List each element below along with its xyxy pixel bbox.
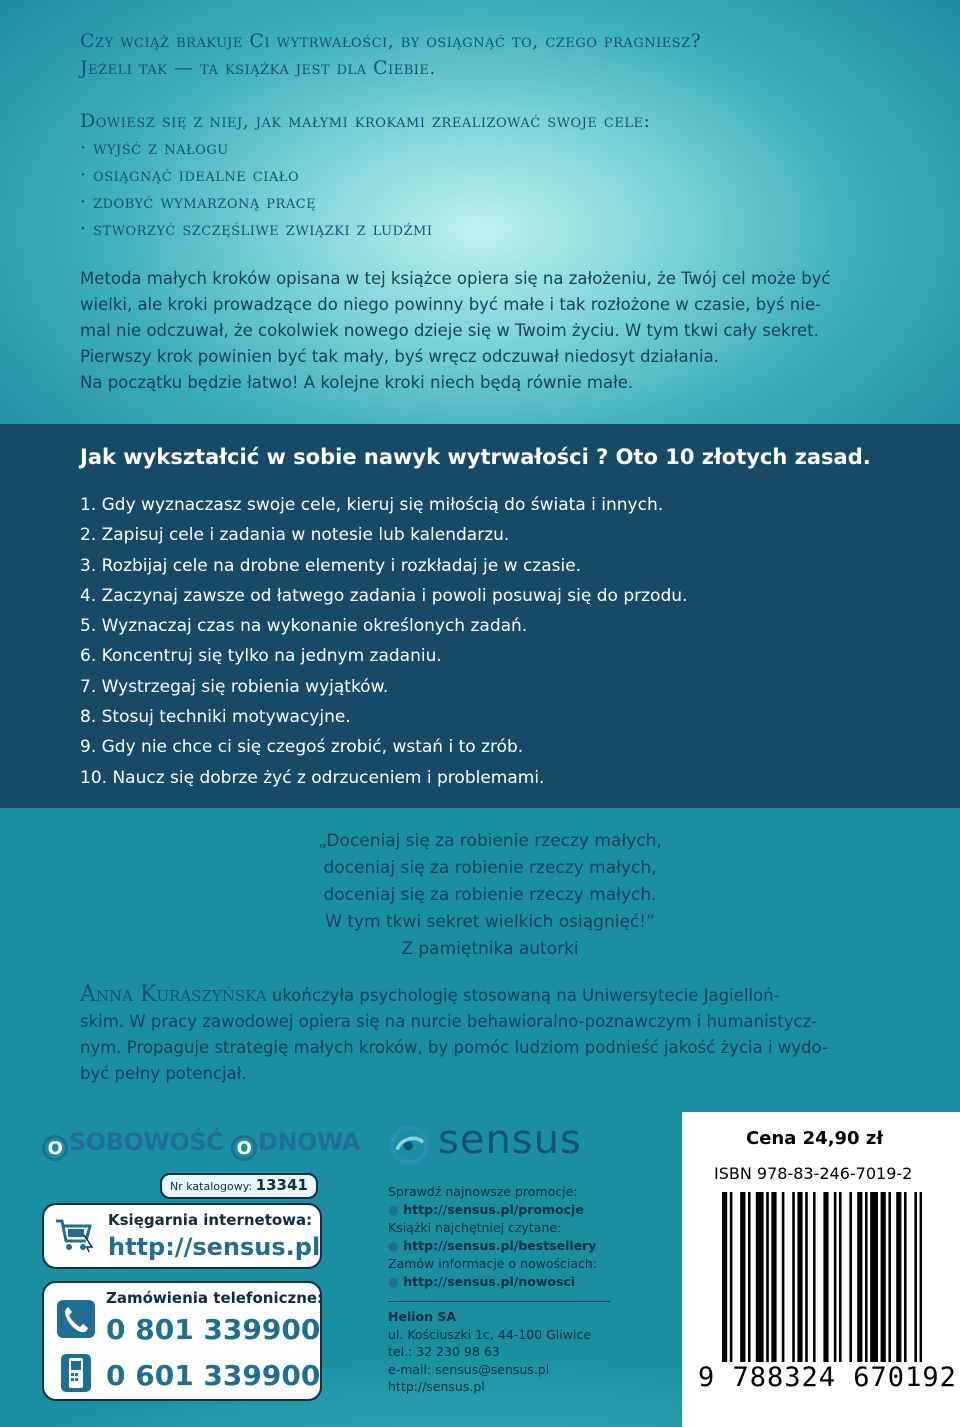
quote-line: doceniaj się za robienie rzeczy małych, xyxy=(323,858,657,878)
barcode-bar xyxy=(904,1192,907,1390)
barcode-bar xyxy=(896,1192,901,1390)
barcode-bar xyxy=(888,1192,891,1390)
rule-item: 10. Naucz się dobrze żyć z odrzuceniem i problemami. xyxy=(80,767,545,788)
promo-label: Sprawdź najnowsze promocje: xyxy=(388,1184,578,1199)
publisher-address: ul. Kościuszki 1c, 44-100 Gliwice xyxy=(388,1326,592,1342)
barcode-bar xyxy=(857,1192,862,1390)
barcode-bar xyxy=(766,1192,769,1390)
barcode-image xyxy=(722,1192,922,1390)
method-line: Na początku będzie łatwo! A kolejne kroki niech będą równie małe. xyxy=(80,373,634,392)
catalog-number xyxy=(160,1173,318,1199)
barcode-bar xyxy=(730,1192,733,1390)
bio-line: skim. W pracy zawodowej opiera się na nurcie behawioralno-poznawczym i humanistycz- xyxy=(80,1012,818,1031)
rule-item: 3. Rozbijaj cele na drobne elementy i rozkładaj je w czasie. xyxy=(80,555,582,576)
landline-number[interactable]: 0 801 339900 xyxy=(106,1313,321,1346)
price-barcode-box xyxy=(682,1112,960,1427)
online-shop-label: Księgarnia internetowa: xyxy=(108,1211,313,1229)
rule-item: 8. Stosuj techniki motywacyjne. xyxy=(80,707,351,728)
barcode-digits: 9 788324 670192 xyxy=(698,1362,957,1393)
series-o-badge: O xyxy=(42,1135,68,1161)
author-name: Anna Kuraszyńska xyxy=(80,982,267,1007)
promo-link-text[interactable]: http://sensus.pl/bestsellery xyxy=(403,1238,597,1253)
rule-item: 1. Gdy wyznaczasz swoje cele, kieruj się miłością do świata i innych. xyxy=(80,495,664,515)
barcode-bar xyxy=(823,1192,828,1390)
bullet-icon: ● xyxy=(388,1238,404,1253)
isbn-label: ISBN 978-83-246-7019-2 xyxy=(714,1164,913,1183)
goals-heading: Dowiesz się z niej, jak małymi krokami zrealizować swoje cele: xyxy=(80,110,651,132)
series-word: DNOWA xyxy=(258,1128,360,1156)
barcode-bar xyxy=(805,1192,808,1390)
goals-list xyxy=(80,108,940,243)
barcode-bar xyxy=(740,1192,745,1390)
promo-link-text[interactable]: http://sensus.pl/nowosci xyxy=(403,1274,576,1289)
intro-text xyxy=(80,28,930,82)
phone-orders-label: Zamówienia telefoniczne: xyxy=(106,1289,324,1307)
barcode-bar xyxy=(881,1192,886,1390)
barcode-bar xyxy=(748,1192,751,1390)
barcode-bar xyxy=(839,1192,842,1390)
promo-links xyxy=(388,1183,597,1291)
online-shop-link[interactable]: http://sensus.pl xyxy=(108,1233,321,1261)
rule-item: 7. Wystrzegaj się robienia wyjątków. xyxy=(80,676,389,697)
publisher-contact xyxy=(388,1308,591,1396)
rule-item: 4. Zaczynaj zawsze od łatwego zadania i powoli posuwaj się do przodu. xyxy=(80,585,688,606)
sensus-logo-icon xyxy=(388,1122,434,1168)
bio-line: być pełny potencjał. xyxy=(80,1064,247,1083)
online-shop-box[interactable] xyxy=(42,1203,322,1269)
quote-line: „Doceniaj się za robienie rzeczy małych, xyxy=(318,831,662,851)
method-line: mal nie odczuwał, że cokolwiek nowego dzieje się w Twoim życiu. W tym tkwi cały sekret. xyxy=(80,321,819,340)
goal-item: · zdobyć wymarzoną pracę xyxy=(80,191,317,213)
publisher-divider xyxy=(388,1301,610,1302)
series-word: SOBOWOŚĆ xyxy=(69,1128,232,1156)
bullet-icon: ● xyxy=(388,1202,404,1217)
mobile-phone-icon xyxy=(60,1353,92,1393)
mobile-number[interactable]: 0 601 339900 xyxy=(106,1359,321,1392)
promo-link-promocje[interactable] xyxy=(388,1201,597,1219)
publisher-email[interactable]: e-mail: sensus@sensus.pl xyxy=(388,1361,550,1377)
quote-line: W tym tkwi sekret wielkich osiągnięć!” xyxy=(325,912,655,932)
barcode-bar xyxy=(865,1192,868,1390)
author-bio xyxy=(80,982,930,1087)
method-paragraph xyxy=(80,266,930,396)
sensus-logo-text: sensus xyxy=(438,1117,582,1163)
intro-line: Jeżeli tak — ta książka jest dla Ciebie. xyxy=(80,57,436,79)
barcode-bar xyxy=(771,1192,776,1390)
bio-line: ukończyła psychologię stosowaną na Uniwersytecie Jagielloń- xyxy=(266,986,780,1005)
barcode-bar xyxy=(782,1192,785,1390)
barcode-bar xyxy=(756,1192,764,1390)
rule-item: 2. Zapisuj cele i zadania w notesie lub kalendarzu. xyxy=(80,525,510,546)
bio-first-line xyxy=(80,982,930,1009)
shopping-cart-icon xyxy=(54,1217,94,1253)
promo-link-nowosci[interactable] xyxy=(388,1273,597,1291)
catalog-value: 13341 xyxy=(255,1176,308,1194)
goal-item: · osiągnąć idealne ciało xyxy=(80,164,300,186)
promo-link-text[interactable]: http://sensus.pl/promocje xyxy=(403,1202,584,1217)
goal-item: · wyjść z nałogu xyxy=(80,137,229,159)
rule-item: 5. Wyznaczaj czas na wykonanie określonych zadań. xyxy=(80,616,528,637)
barcode-bar xyxy=(870,1192,878,1390)
barcode-bar xyxy=(920,1192,922,1390)
catalog-label: Nr katalogowy: xyxy=(170,1180,256,1193)
barcode-bar xyxy=(849,1192,852,1390)
rules-list xyxy=(80,490,687,793)
promo-link-bestsellery[interactable] xyxy=(388,1237,597,1255)
barcode-bar xyxy=(914,1192,917,1390)
barcode-bar xyxy=(797,1192,802,1390)
rule-item: 9. Gdy nie chce ci się czegoś zrobić, wstań i to zrób. xyxy=(80,737,524,758)
author-quote xyxy=(200,828,780,963)
publisher-phone: tel.: 32 230 98 63 xyxy=(388,1344,500,1359)
quote-source: Z pamiętnika autorki xyxy=(401,939,579,959)
barcode-bar xyxy=(722,1192,727,1390)
method-line: Pierwszy krok powinien być tak mały, byś wręcz odczuwał niedosyt działania. xyxy=(80,347,719,366)
promo-label: Książki najchętniej czytane: xyxy=(388,1220,562,1235)
promo-label: Zamów informacje o nowościach: xyxy=(388,1256,598,1271)
publisher-website[interactable]: http://sensus.pl xyxy=(388,1379,485,1394)
method-line: Metoda małych kroków opisana w tej książce opiera się na założeniu, że Twój cel może być xyxy=(80,269,831,288)
bio-line: nym. Propaguje strategię małych kroków, by pomóc ludziom podnieść jakość życia i wydo- xyxy=(80,1038,828,1057)
phone-handset-icon xyxy=(56,1299,96,1339)
goal-item: · stworzyć szczęśliwe związki z ludźmi xyxy=(80,218,433,240)
barcode-bar xyxy=(834,1192,837,1390)
barcode-bar xyxy=(792,1192,795,1390)
rule-item: 6. Koncentruj się tylko na jednym zadaniu. xyxy=(80,646,442,667)
barcode-bar xyxy=(813,1192,816,1390)
series-o-badge: O xyxy=(231,1135,257,1161)
bullet-icon: ● xyxy=(388,1274,404,1289)
series-logo xyxy=(42,1128,360,1161)
publisher-name: Helion SA xyxy=(388,1309,457,1324)
price-label: Cena 24,90 zł xyxy=(746,1128,884,1149)
method-line: wielki, ale kroki prowadzące do niego powinny być małe i tak rozłożone w czasie, byś nie- xyxy=(80,295,821,314)
intro-line: Czy wciąż brakuje Ci wytrwałości, by osiągnąć to, czego pragniesz? xyxy=(80,30,702,52)
phone-orders-box xyxy=(42,1281,322,1401)
quote-line: doceniaj się za robienie rzeczy małych. xyxy=(323,885,657,905)
rules-title: Jak wykształcić w sobie nawyk wytrwałości ? Oto 10 złotych zasad. xyxy=(80,445,871,469)
